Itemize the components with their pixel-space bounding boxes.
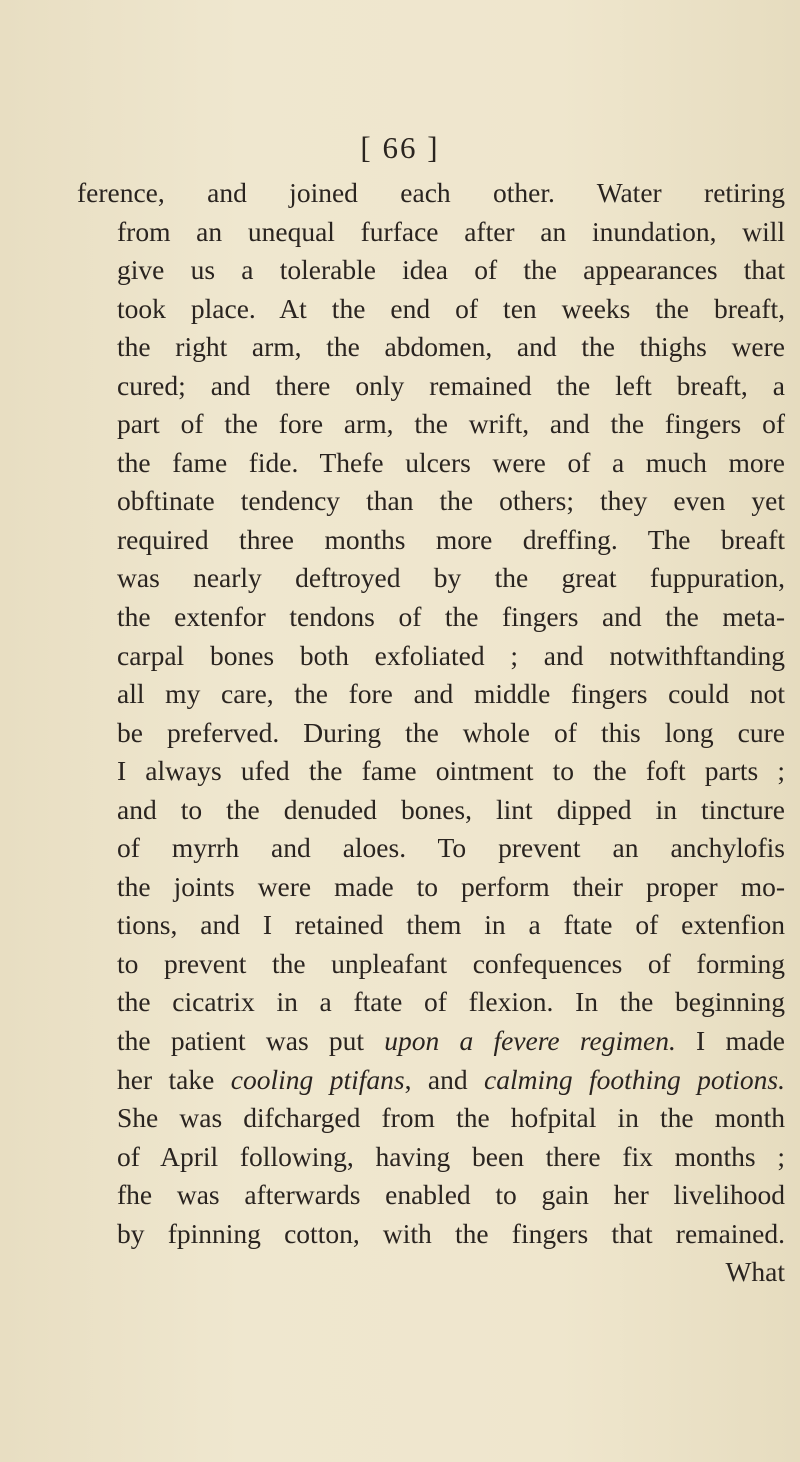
text-line: fhe was afterwards enabled to gain her livelihood	[117, 1179, 785, 1211]
text-line: carpal bones both exfoliated ; and notwithftanding	[117, 639, 785, 671]
text-run: her take	[117, 1063, 231, 1095]
text-line: give us a tolerable idea of the appearances that	[117, 254, 785, 286]
body-text	[77, 174, 785, 1292]
text-line: the right arm, the abdomen, and the thighs were	[117, 331, 785, 363]
text-line	[77, 1061, 785, 1100]
text-line: required three months more dreffing. The breaft	[117, 523, 785, 555]
italic-phrase: upon a fevere regimen.	[384, 1025, 676, 1057]
text-line: obftinate tendency than the others; they even yet	[117, 485, 785, 517]
text-line: the joints were made to perform their proper mo-	[117, 870, 785, 902]
italic-phrase: calming foothing potions.	[484, 1063, 785, 1095]
text-line: be preferved. During the whole of this long cure	[117, 716, 785, 748]
italic-phrase: cooling ptifans	[230, 1063, 405, 1095]
text-line: was nearly deftroyed by the great fuppuration,	[117, 562, 785, 594]
text-line: from an unequal furface after an inundation, will	[117, 215, 785, 247]
text-line: ference, and joined each other. Water retiring	[77, 177, 785, 208]
text-line: tions, and I retained them in a ftate of extenfion	[117, 909, 785, 941]
text-run: I made	[675, 1025, 785, 1057]
text-line: cured; and there only remained the left breaft, a	[117, 369, 785, 401]
text-line: part of the fore arm, the wrift, and the fingers of	[117, 408, 785, 440]
page-number: [ 66 ]	[360, 130, 440, 165]
text-line	[77, 1022, 785, 1061]
text-line: and to the denuded bones, lint dipped in tincture	[117, 793, 785, 825]
text-line: the fame fide. Thefe ulcers were of a much more	[117, 446, 785, 478]
text-line: I always ufed the fame ointment to the foft parts ;	[117, 755, 785, 787]
text-line: to prevent the unpleafant confequences of forming	[117, 947, 785, 979]
text-line: all my care, the fore and middle fingers could not	[117, 678, 785, 710]
text-line: of myrrh and aloes. To prevent an anchylofis	[117, 832, 785, 864]
text-line: by fpinning cotton, with the fingers that remained.	[117, 1217, 785, 1249]
text-line: the cicatrix in a ftate of flexion. In the beginning	[117, 986, 785, 1018]
text-run: the patient was put	[117, 1025, 385, 1057]
text-line: of April following, having been there fix months ;	[117, 1140, 785, 1172]
catchword: What	[725, 1256, 785, 1288]
text-line: the extenfor tendons of the fingers and the meta-	[117, 601, 785, 633]
text-line: took place. At the end of ten weeks the breaft,	[117, 292, 785, 324]
text-run: , and	[404, 1063, 485, 1095]
text-line: She was difcharged from the hofpital in the month	[117, 1102, 785, 1134]
